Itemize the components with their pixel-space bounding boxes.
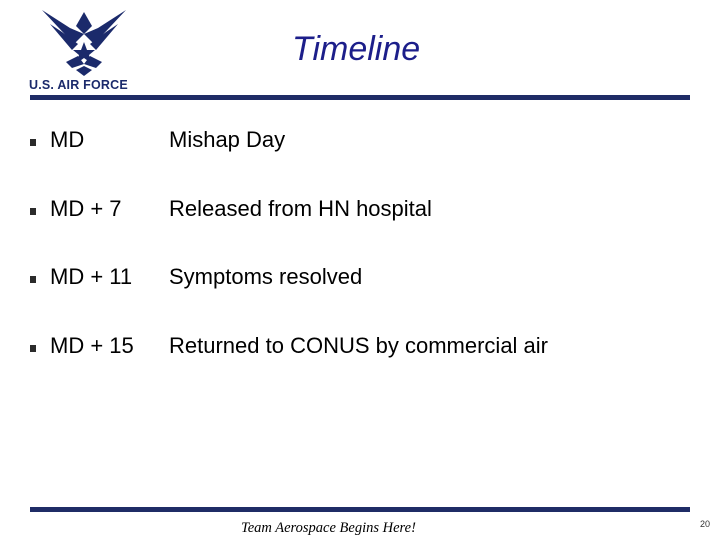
timeline-description: Symptoms resolved xyxy=(169,264,363,289)
timeline-code: MD + 15 xyxy=(50,333,134,358)
timeline-description: Mishap Day xyxy=(169,127,286,152)
page-number: 20 xyxy=(700,519,711,529)
top-divider xyxy=(30,95,690,100)
bottom-divider xyxy=(30,507,690,512)
footer-slogan: Team Aerospace Begins Here! xyxy=(241,520,416,536)
square-bullet-icon xyxy=(30,208,36,215)
square-bullet-icon xyxy=(30,276,36,283)
slide-title: Timeline xyxy=(292,30,421,68)
timeline-code: MD + 11 xyxy=(50,264,133,289)
timeline-code: MD xyxy=(50,127,85,152)
timeline-description: Returned to CONUS by commercial air xyxy=(169,333,549,358)
square-bullet-icon xyxy=(30,345,36,352)
square-bullet-icon xyxy=(30,139,36,146)
logo-text: U.S. AIR FORCE xyxy=(29,78,128,92)
timeline-code: MD + 7 xyxy=(50,196,122,221)
timeline-description: Released from HN hospital xyxy=(169,196,432,221)
